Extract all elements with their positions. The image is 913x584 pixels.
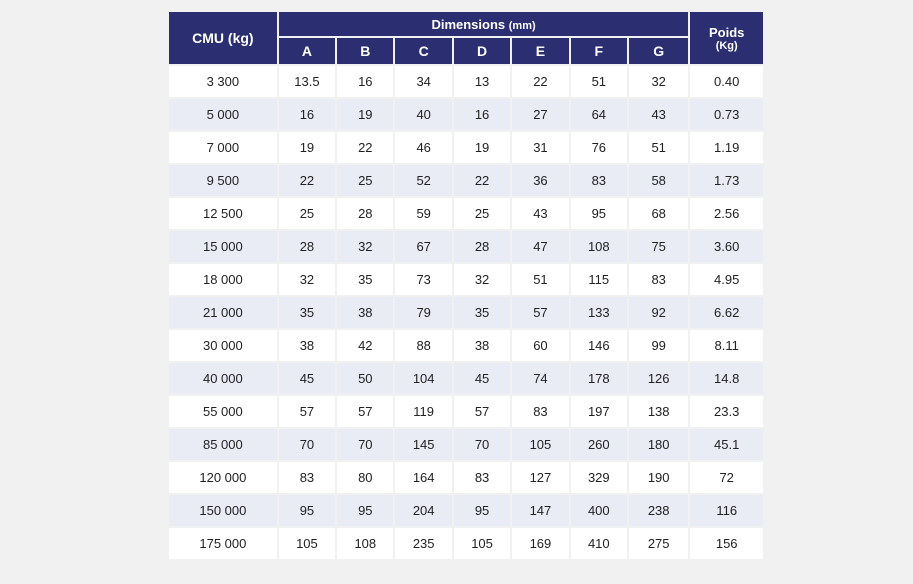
cell-a: 22: [279, 165, 335, 196]
header-col-c: C: [395, 38, 451, 64]
header-col-d: D: [454, 38, 510, 64]
table-body: [169, 66, 763, 559]
cell-d: 32: [454, 264, 510, 295]
cell-b: 16: [337, 66, 393, 97]
table-row: [169, 198, 763, 229]
cell-b: 95: [337, 495, 393, 526]
cell-c: 104: [395, 363, 451, 394]
cell-a: 38: [279, 330, 335, 361]
cell-c: 145: [395, 429, 451, 460]
specs-table-container: [167, 10, 765, 561]
cell-cmu: 18 000: [169, 264, 277, 295]
cell-f: 178: [571, 363, 627, 394]
cell-g: 190: [629, 462, 688, 493]
cell-cmu: 3 300: [169, 66, 277, 97]
cell-f: 133: [571, 297, 627, 328]
table-row: [169, 66, 763, 97]
cell-c: 119: [395, 396, 451, 427]
cell-cmu: 15 000: [169, 231, 277, 262]
cell-d: 45: [454, 363, 510, 394]
header-poids: [690, 12, 763, 64]
cell-d: 19: [454, 132, 510, 163]
table-row: [169, 429, 763, 460]
header-cmu: CMU (kg): [169, 12, 277, 64]
cell-poids: 72: [690, 462, 763, 493]
table-row: [169, 264, 763, 295]
cell-poids: 1.19: [690, 132, 763, 163]
cell-b: 25: [337, 165, 393, 196]
cell-c: 46: [395, 132, 451, 163]
cell-c: 88: [395, 330, 451, 361]
cell-f: 64: [571, 99, 627, 130]
cell-e: 127: [512, 462, 568, 493]
cell-g: 275: [629, 528, 688, 559]
cell-g: 126: [629, 363, 688, 394]
table-row: [169, 462, 763, 493]
cell-f: 400: [571, 495, 627, 526]
cell-poids: 14.8: [690, 363, 763, 394]
cell-d: 38: [454, 330, 510, 361]
cell-b: 19: [337, 99, 393, 130]
cell-f: 329: [571, 462, 627, 493]
cell-poids: 0.40: [690, 66, 763, 97]
cell-c: 59: [395, 198, 451, 229]
cell-c: 73: [395, 264, 451, 295]
cell-e: 147: [512, 495, 568, 526]
cell-a: 83: [279, 462, 335, 493]
cell-a: 35: [279, 297, 335, 328]
cell-cmu: 175 000: [169, 528, 277, 559]
cell-cmu: 21 000: [169, 297, 277, 328]
header-dimensions-label: Dimensions: [431, 16, 506, 32]
cell-g: 99: [629, 330, 688, 361]
table-row: [169, 363, 763, 394]
table-row: [169, 495, 763, 526]
cell-cmu: 40 000: [169, 363, 277, 394]
cell-g: 83: [629, 264, 688, 295]
table-row: [169, 330, 763, 361]
cell-c: 52: [395, 165, 451, 196]
table-row: [169, 99, 763, 130]
cell-cmu: 12 500: [169, 198, 277, 229]
cell-c: 67: [395, 231, 451, 262]
cell-poids: 156: [690, 528, 763, 559]
cell-a: 16: [279, 99, 335, 130]
cell-f: 260: [571, 429, 627, 460]
cell-c: 34: [395, 66, 451, 97]
cell-b: 108: [337, 528, 393, 559]
cell-poids: 23.3: [690, 396, 763, 427]
cell-d: 83: [454, 462, 510, 493]
cell-f: 108: [571, 231, 627, 262]
cell-g: 51: [629, 132, 688, 163]
cell-d: 25: [454, 198, 510, 229]
cell-g: 43: [629, 99, 688, 130]
cell-e: 169: [512, 528, 568, 559]
cell-a: 19: [279, 132, 335, 163]
cell-g: 68: [629, 198, 688, 229]
table-row: [169, 396, 763, 427]
cell-f: 146: [571, 330, 627, 361]
header-poids-unit: (Kg): [715, 39, 738, 52]
cell-g: 32: [629, 66, 688, 97]
table-header: [169, 12, 763, 64]
cell-e: 27: [512, 99, 568, 130]
cell-c: 79: [395, 297, 451, 328]
cell-d: 70: [454, 429, 510, 460]
cell-e: 60: [512, 330, 568, 361]
cell-g: 138: [629, 396, 688, 427]
table-row: [169, 132, 763, 163]
cell-f: 197: [571, 396, 627, 427]
cell-b: 57: [337, 396, 393, 427]
cell-d: 35: [454, 297, 510, 328]
header-col-f: F: [571, 38, 627, 64]
cell-a: 105: [279, 528, 335, 559]
cell-d: 95: [454, 495, 510, 526]
cell-d: 16: [454, 99, 510, 130]
cell-f: 51: [571, 66, 627, 97]
cell-cmu: 9 500: [169, 165, 277, 196]
cell-f: 115: [571, 264, 627, 295]
cell-b: 32: [337, 231, 393, 262]
cell-e: 51: [512, 264, 568, 295]
cell-poids: 2.56: [690, 198, 763, 229]
header-col-a: A: [279, 38, 335, 64]
cell-a: 28: [279, 231, 335, 262]
cell-f: 83: [571, 165, 627, 196]
cell-d: 105: [454, 528, 510, 559]
cell-b: 28: [337, 198, 393, 229]
header-col-b: B: [337, 38, 393, 64]
cell-e: 83: [512, 396, 568, 427]
cell-f: 410: [571, 528, 627, 559]
table-row: [169, 231, 763, 262]
cell-g: 92: [629, 297, 688, 328]
specs-table: [167, 10, 765, 561]
header-dimensions-unit: (mm): [508, 19, 536, 32]
cell-b: 70: [337, 429, 393, 460]
table-row: [169, 297, 763, 328]
cell-b: 35: [337, 264, 393, 295]
table-row: [169, 165, 763, 196]
cell-poids: 45.1: [690, 429, 763, 460]
cell-b: 50: [337, 363, 393, 394]
cell-c: 204: [395, 495, 451, 526]
cell-b: 22: [337, 132, 393, 163]
cell-poids: 8.11: [690, 330, 763, 361]
cell-cmu: 55 000: [169, 396, 277, 427]
cell-g: 238: [629, 495, 688, 526]
cell-a: 95: [279, 495, 335, 526]
cell-d: 13: [454, 66, 510, 97]
cell-cmu: 120 000: [169, 462, 277, 493]
cell-f: 76: [571, 132, 627, 163]
header-dimensions: [279, 12, 689, 36]
cell-e: 31: [512, 132, 568, 163]
header-col-e: E: [512, 38, 568, 64]
cell-cmu: 85 000: [169, 429, 277, 460]
cell-g: 58: [629, 165, 688, 196]
cell-poids: 6.62: [690, 297, 763, 328]
cell-poids: 0.73: [690, 99, 763, 130]
cell-e: 22: [512, 66, 568, 97]
cell-b: 42: [337, 330, 393, 361]
cell-g: 75: [629, 231, 688, 262]
cell-cmu: 150 000: [169, 495, 277, 526]
cell-a: 32: [279, 264, 335, 295]
cell-d: 22: [454, 165, 510, 196]
cell-poids: 1.73: [690, 165, 763, 196]
cell-a: 25: [279, 198, 335, 229]
cell-g: 180: [629, 429, 688, 460]
cell-cmu: 7 000: [169, 132, 277, 163]
cell-e: 74: [512, 363, 568, 394]
cell-a: 70: [279, 429, 335, 460]
cell-e: 47: [512, 231, 568, 262]
cell-c: 40: [395, 99, 451, 130]
cell-poids: 116: [690, 495, 763, 526]
cell-f: 95: [571, 198, 627, 229]
cell-cmu: 30 000: [169, 330, 277, 361]
cell-a: 45: [279, 363, 335, 394]
cell-d: 28: [454, 231, 510, 262]
cell-e: 57: [512, 297, 568, 328]
cell-e: 43: [512, 198, 568, 229]
cell-e: 36: [512, 165, 568, 196]
cell-b: 80: [337, 462, 393, 493]
cell-cmu: 5 000: [169, 99, 277, 130]
cell-e: 105: [512, 429, 568, 460]
cell-d: 57: [454, 396, 510, 427]
cell-poids: 3.60: [690, 231, 763, 262]
header-col-g: G: [629, 38, 688, 64]
header-poids-label: Poids: [708, 24, 745, 40]
table-row: [169, 528, 763, 559]
cell-c: 164: [395, 462, 451, 493]
cell-b: 38: [337, 297, 393, 328]
cell-a: 13.5: [279, 66, 335, 97]
cell-c: 235: [395, 528, 451, 559]
cell-poids: 4.95: [690, 264, 763, 295]
cell-a: 57: [279, 396, 335, 427]
